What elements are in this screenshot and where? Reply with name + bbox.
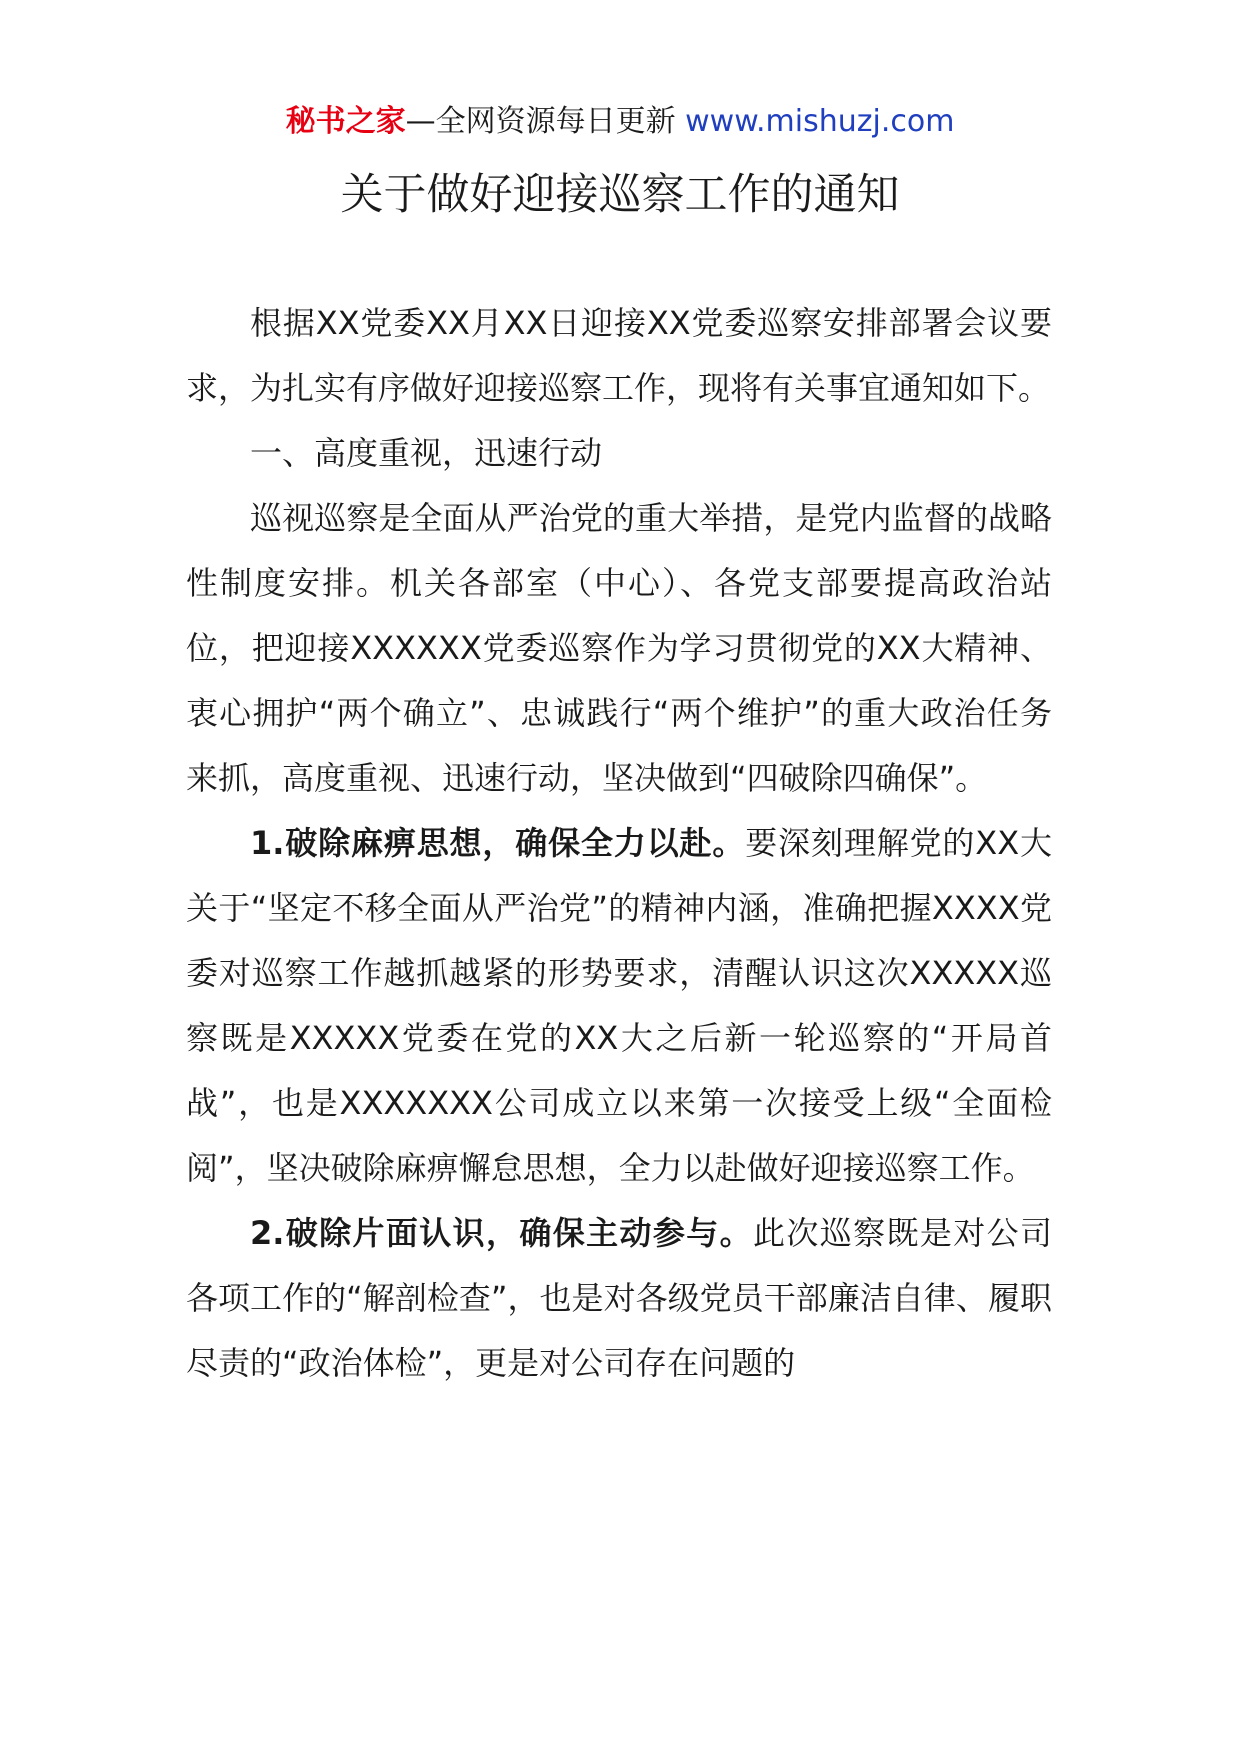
item-1-body: 要深刻理解党的XX大关于“坚定不移全面从严治党”的精神内涵，准确把握XXXX党委对巡察工作越抓越紧的形势要求，清醒认识这次XXXXX巡察既是XXXXX党委在党的XX大之后新一轮巡察的“开局首战”，也是XXXXXXX公司成立以来第一次接受上级“全面检阅”，坚决破除麻痹懈怠思想，全力以赴做好迎接巡察工作。 — [186, 824, 1052, 1187]
item-2-body: 此次巡察既是对公司各项工作的“解剖检查”，也是对各级党员干部廉洁自律、履职尽责的“政治体检”，更是对公司存在问题的 — [186, 1214, 1052, 1382]
document-title: 关于做好迎接巡察工作的通知 — [340, 170, 900, 220]
item-2-paragraph — [186, 1201, 1052, 1396]
item-1-paragraph — [186, 811, 1052, 1201]
section-heading-1: 一、高度重视，迅速行动 — [250, 434, 603, 472]
header-slogan: —全网资源每日更新 — [405, 104, 686, 139]
section-1-paragraph: 巡视巡察是全面从严治党的重大举措，是党内监督的战略性制度安排。机关各部室（中心）、各党支部要提高政治站位，把迎接XXXXXX党委巡察作为学习贯彻党的XX大精神、衷心拥护“两个确立”、忠诚践行“两个维护”的重大政治任务来抓，高度重视、迅速行动，坚决做到“四破除四确保”。 — [186, 499, 1052, 797]
item-2-lead: 2.破除片面认识，确保主动参与。 — [250, 1214, 753, 1252]
brand-name: 秘书之家 — [285, 104, 406, 139]
item-1-lead: 1.破除麻痹思想，确保全力以赴。 — [250, 824, 746, 862]
intro-paragraph: 根据XX党委XX月XX日迎接XX党委巡察安排部署会议要求，为扎实有序做好迎接巡察工作，现将有关事宜通知如下。 — [186, 304, 1052, 407]
header-url-link[interactable]: www.mishuzj.com — [685, 104, 955, 139]
site-header — [0, 100, 1240, 144]
document-body — [186, 291, 1052, 1396]
